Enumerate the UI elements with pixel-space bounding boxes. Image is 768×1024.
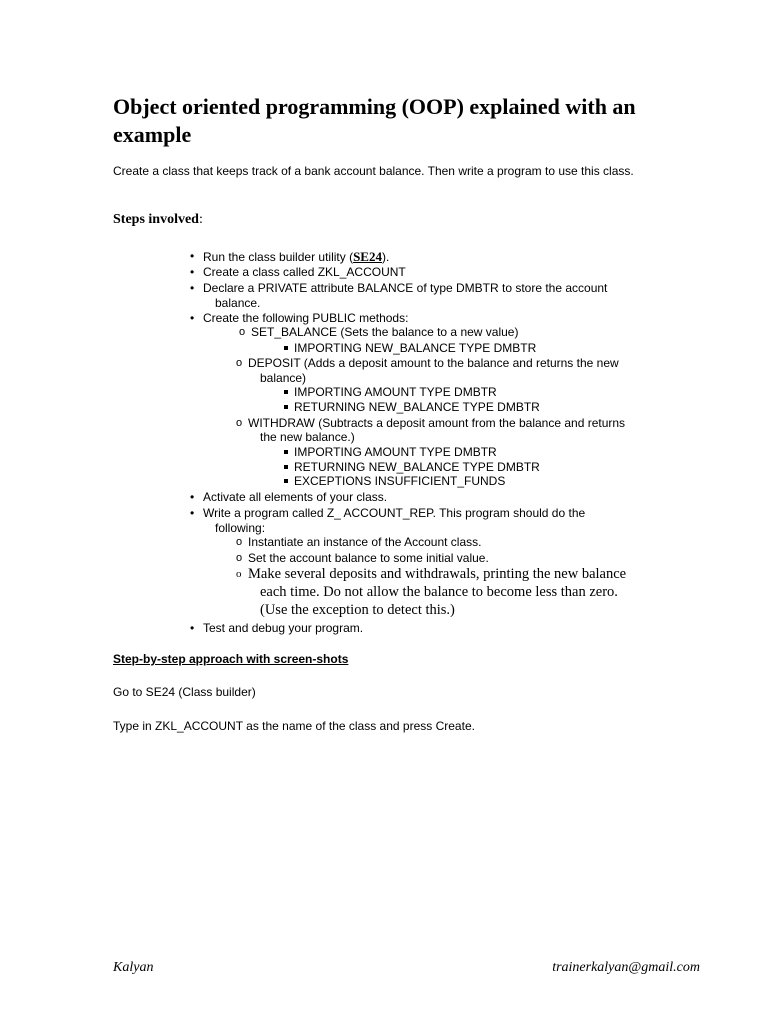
para-type-class-name: Type in ZKL_ACCOUNT as the name of the class and press Create.	[113, 719, 475, 733]
program-step-deposits-cont2: (Use the exception to detect this.)	[260, 602, 455, 618]
method-set-balance: o SET_BALANCE (Sets the balance to a new value)	[251, 325, 518, 340]
program-step-deposits: o Make several deposits and withdrawals, printing the new balance	[248, 566, 626, 584]
steps-heading	[113, 211, 203, 229]
step-create-methods: • Create the following PUBLIC methods:	[203, 311, 408, 326]
footer-author: Kalyan	[113, 960, 154, 975]
intro-paragraph: Create a class that keeps track of a bank account balance. Then write a program to use this class.	[113, 164, 634, 178]
document-title: Object oriented programming (OOP) explained with an example	[113, 94, 636, 147]
steps-heading-label: Steps involved	[113, 212, 199, 227]
param-withdraw-returning: RETURNING NEW_BALANCE TYPE DMBTR	[294, 460, 540, 474]
approach-heading: Step-by-step approach with screen-shots	[113, 652, 349, 666]
se24-link[interactable]: SE24	[353, 249, 382, 264]
step-create-class: • Create a class called ZKL_ACCOUNT	[203, 265, 406, 280]
method-withdraw: o WITHDRAW (Subtracts a deposit amount from the balance and returns	[248, 416, 625, 431]
step-declare-attribute-cont: balance.	[215, 296, 261, 310]
step-activate: • Activate all elements of your class.	[203, 490, 387, 505]
method-deposit-cont: balance)	[260, 371, 307, 385]
step-test-debug: • Test and debug your program.	[203, 621, 363, 636]
program-step-instantiate: o Instantiate an instance of the Account class.	[248, 535, 481, 550]
method-deposit: o DEPOSIT (Adds a deposit amount to the balance and returns the new	[248, 356, 619, 371]
param-set-balance-importing: IMPORTING NEW_BALANCE TYPE DMBTR	[294, 341, 537, 355]
method-withdraw-cont: the new balance.)	[260, 430, 355, 444]
param-withdraw-exceptions: EXCEPTIONS INSUFFICIENT_FUNDS	[294, 474, 506, 488]
step-write-program-cont: following:	[215, 521, 266, 535]
param-deposit-returning: RETURNING NEW_BALANCE TYPE DMBTR	[294, 400, 540, 414]
para-go-to-se24: Go to SE24 (Class builder)	[113, 685, 256, 699]
program-step-set-balance: o Set the account balance to some initial value.	[248, 551, 489, 566]
step-run-class-builder	[203, 249, 389, 265]
step-text: ).	[381, 250, 390, 264]
steps-heading-colon: :	[198, 212, 203, 227]
program-step-deposits-cont1: each time. Do not allow the balance to become less than zero.	[260, 584, 618, 600]
step-write-program: • Write a program called Z_ ACCOUNT_REP. This program should do the	[203, 506, 585, 521]
step-declare-attribute: • Declare a PRIVATE attribute BALANCE of type DMBTR to store the account	[203, 281, 607, 296]
param-deposit-importing: IMPORTING AMOUNT TYPE DMBTR	[294, 385, 497, 399]
param-withdraw-importing: IMPORTING AMOUNT TYPE DMBTR	[294, 445, 497, 459]
step-text: Run the class builder utility (	[203, 250, 354, 264]
footer-email[interactable]: trainerkalyan@gmail.com	[552, 960, 700, 975]
